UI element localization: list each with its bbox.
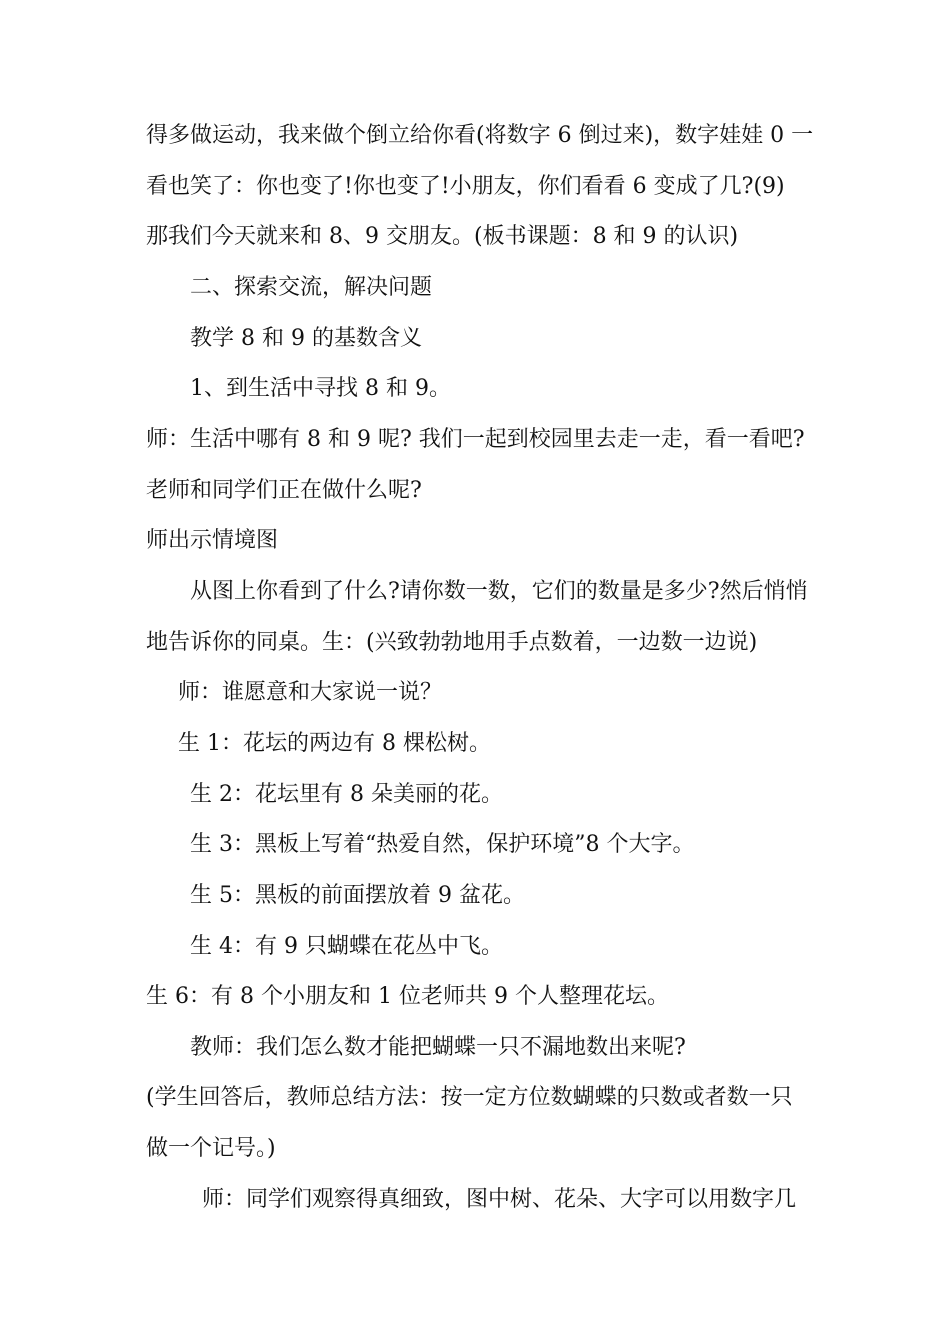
text-line-10: 从图上你看到了什么?请你数一数，它们的数量是多少?然后悄悄 [190,579,808,604]
text-line-3: 那我们今天就来和 8、9 交朋友。(板书课题：8 和 9 的认识) [146,224,739,249]
text-line-18: 生 6：有 8 个小朋友和 1 位老师共 9 个人整理花坛。 [146,984,669,1009]
text-line-12: 师：谁愿意和大家说一说？ [178,680,443,705]
section-heading: 二、探索交流，解决问题 [190,275,433,300]
text-line-5: 教学 8 和 9 的基数含义 [190,326,422,351]
text-line-20: (学生回答后，教师总结方法：按一定方位数蝴蝶的只数或者数一只 [146,1085,793,1110]
text-line-8: 老师和同学们正在做什么呢? [146,478,422,503]
text-line-11: 地告诉你的同桌。生：(兴致勃勃地用手点数着，一边数一边说) [146,630,758,655]
text-line-22: 师：同学们观察得真细致，图中树、花朵、大字可以用数字几 [202,1187,797,1212]
text-line-9: 师出示情境图 [146,528,279,553]
text-line-6: 1、到生活中寻找 8 和 9。 [190,376,451,401]
text-line-21: 做一个记号。) [146,1136,276,1161]
text-line-16: 生 5：黑板的前面摆放着 9 盆花。 [190,883,525,908]
text-line-2: 看也笑了：你也变了!你也变了!小朋友，你们看看 6 变成了几?(9) [146,174,785,199]
text-line-7: 师：生活中哪有 8 和 9 呢? 我们一起到校园里去走一走，看一看吧? [146,427,805,452]
text-line-13: 生 1：花坛的两边有 8 棵松树。 [178,731,491,756]
text-line-1: 得多做运动，我来做个倒立给你看(将数字 6 倒过来)，数字娃娃 0 一 [146,123,814,148]
text-line-19: 教师：我们怎么数才能把蝴蝶一只不漏地数出来呢? [190,1035,686,1060]
text-line-17: 生 4：有 9 只蝴蝶在花丛中飞。 [190,934,503,959]
text-line-14: 生 2：花坛里有 8 朵美丽的花。 [190,782,503,807]
text-line-15: 生 3：黑板上写着“热爱自然，保护环境”8 个大字。 [190,832,695,857]
